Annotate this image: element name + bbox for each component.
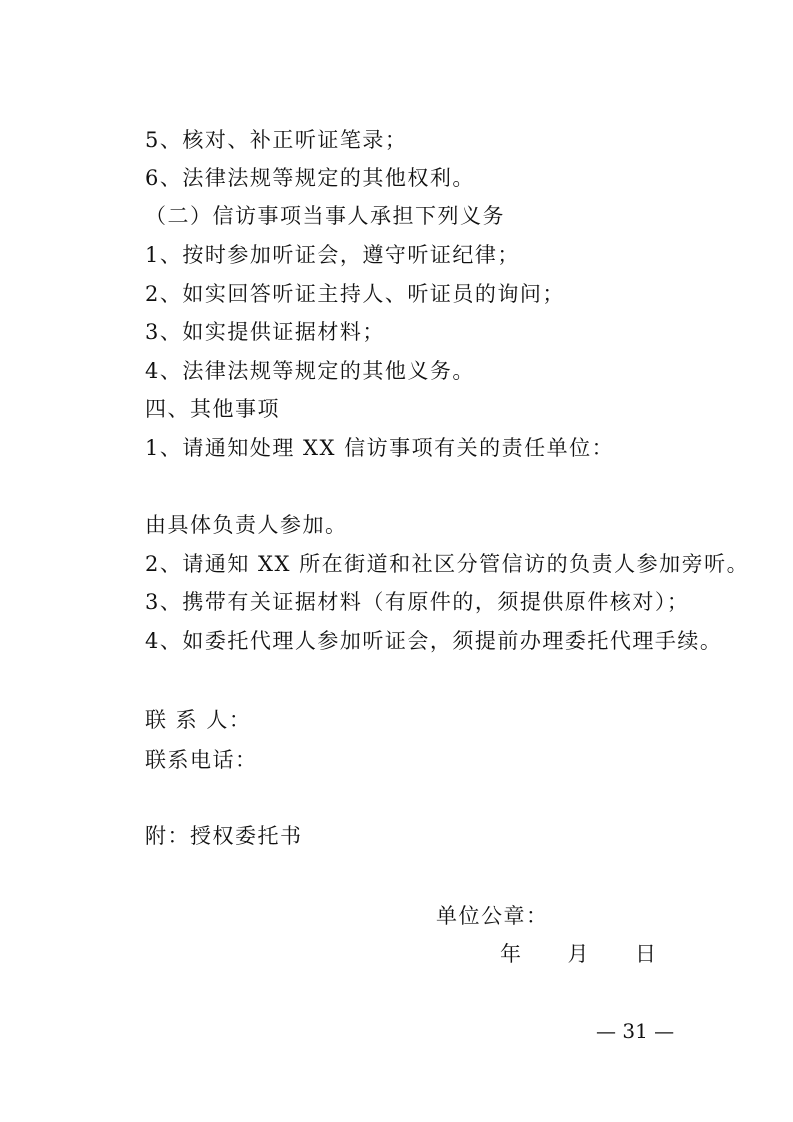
other-item-1-continued: 由具体负责人参加。 — [145, 513, 348, 537]
other-item-4: 4、如委托代理人参加听证会，须提前办理委托代理手续。 — [145, 629, 723, 653]
other-item-1: 1、请通知处理 XX 信访事项有关的责任单位： — [145, 436, 615, 460]
duty-item-1: 1、按时参加听证会，遵守听证纪律； — [145, 243, 520, 267]
contact-phone: 联系电话： — [145, 748, 258, 772]
right-item-5: 5、核对、补正听证笔录； — [145, 128, 408, 152]
duty-item-2: 2、如实回答听证主持人、听证员的询问； — [145, 282, 565, 306]
other-item-2: 2、请通知 XX 所在街道和社区分管信访的负责人参加旁听。 — [145, 552, 750, 576]
page-number: — 31 — — [596, 1019, 675, 1043]
attachment-line: 附：授权委托书 — [145, 824, 303, 848]
duty-item-4: 4、法律法规等规定的其他义务。 — [145, 359, 475, 383]
date-line: 年 月 日 — [500, 942, 658, 966]
other-matters-heading: 四、其他事项 — [145, 397, 280, 421]
duty-item-3: 3、如实提供证据材料； — [145, 320, 385, 344]
unit-seal-label: 单位公章： — [436, 904, 549, 928]
right-item-6: 6、法律法规等规定的其他权利。 — [145, 166, 475, 190]
contact-person: 联 系 人： — [145, 708, 252, 732]
other-item-3: 3、携带有关证据材料（有原件的，须提供原件核对）； — [145, 590, 690, 614]
duties-heading: （二）信访事项当事人承担下列义务 — [145, 204, 505, 228]
